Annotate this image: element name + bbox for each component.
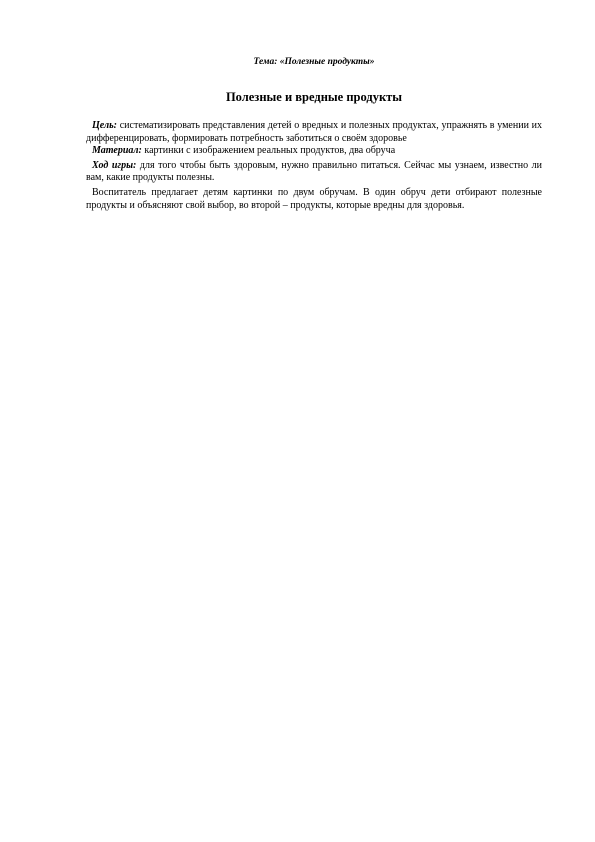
game-course-label: Ход игры: xyxy=(92,159,137,171)
document-title: Полезные и вредные продукты xyxy=(225,90,403,104)
material-text: картинки с изображением реальных продуктов, два обруча xyxy=(141,145,396,157)
goal-text: систематизировать представления детей о вредных и полезных продуктах, упражнять в умении их дифференцировать, формировать потребность заботиться о своём здоровье xyxy=(86,120,542,144)
document-body xyxy=(86,120,542,212)
game-course-text: для того чтобы быть здоровым, нужно правильно питаться. Сейчас мы узнаем, известно ли вам, какие продукты полезны. xyxy=(86,159,542,184)
paragraph-goal xyxy=(86,120,542,145)
topic-line: Тема: «Полезные продукты» xyxy=(253,57,375,67)
paragraph-instructions xyxy=(86,187,542,212)
goal-label: Цель: xyxy=(92,120,117,131)
paragraph-game-course xyxy=(86,160,542,185)
document-content xyxy=(86,56,542,212)
paragraph-material xyxy=(86,145,542,158)
material-label: Материал: xyxy=(92,145,142,157)
instructions-text: Воспитатель предлагает детям картинки по двум обручам. В один обруч дети отбирают полезные продукты и объясняют свой выбор, во второй – продукты, которые вредны для здоровья. xyxy=(86,186,542,211)
